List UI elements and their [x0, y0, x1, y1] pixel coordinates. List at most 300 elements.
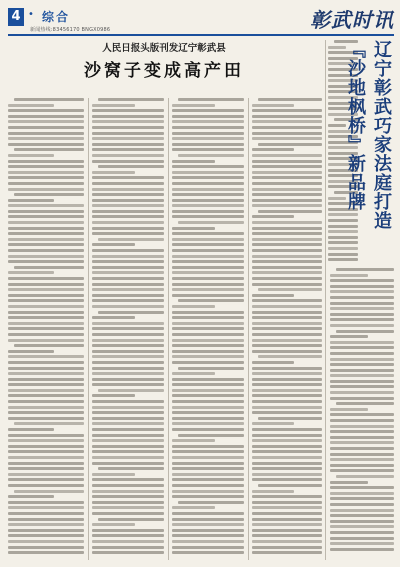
text-line: [252, 540, 322, 543]
text-line: [172, 199, 244, 202]
text-line: [252, 534, 322, 537]
text-line: [252, 232, 322, 235]
text-line: [98, 518, 164, 521]
text-line: [252, 115, 322, 118]
text-line: [172, 249, 244, 252]
text-line: [252, 238, 322, 241]
text-line: [172, 204, 244, 207]
text-line: [172, 400, 244, 403]
text-line: [330, 430, 394, 433]
text-line: [92, 193, 164, 196]
text-line: [172, 383, 244, 386]
text-line: [252, 199, 322, 202]
text-line: [328, 219, 358, 222]
text-line: [172, 428, 244, 431]
text-line: [92, 109, 164, 112]
text-line: [172, 120, 244, 123]
masthead: [8, 6, 394, 36]
text-line: [252, 501, 322, 504]
text-line: [172, 534, 244, 537]
text-line: [330, 425, 394, 428]
text-line: [172, 294, 244, 297]
text-line: [8, 428, 54, 431]
text-line: [8, 484, 84, 487]
text-line: [172, 132, 244, 135]
text-line: [252, 171, 322, 174]
text-line: [14, 422, 84, 425]
text-line: [172, 372, 215, 375]
text-line: [330, 492, 394, 495]
text-line: [92, 283, 164, 286]
text-line: [330, 318, 394, 321]
text-line: [92, 333, 164, 336]
text-line: [8, 171, 84, 174]
text-line: [178, 367, 244, 370]
text-line: [92, 120, 164, 123]
text-line: [330, 413, 394, 416]
text-line: [8, 322, 84, 325]
text-line: [92, 327, 164, 330]
text-line: [98, 98, 164, 101]
text-line: [330, 453, 394, 456]
text-line: [252, 406, 322, 409]
text-line: [252, 378, 322, 381]
text-line: [98, 467, 164, 470]
text-line: [172, 506, 215, 509]
text-line: [330, 397, 394, 400]
text-line: [92, 243, 135, 246]
text-line: [92, 406, 164, 409]
text-line: [172, 126, 244, 129]
page-dots: •: [28, 9, 34, 20]
text-line: [172, 288, 244, 291]
text-line: [8, 529, 84, 532]
text-line: [92, 462, 164, 465]
text-line: [252, 137, 322, 140]
text-line: [8, 378, 84, 381]
text-line: [330, 296, 394, 299]
text-line: [172, 450, 244, 453]
text-line: [92, 529, 164, 532]
text-line: [8, 221, 84, 224]
text-line: [8, 243, 84, 246]
text-line: [92, 316, 135, 319]
text-line: [8, 383, 84, 386]
text-line: [172, 540, 244, 543]
text-line: [172, 193, 244, 196]
text-line: [92, 266, 164, 269]
text-line: [172, 439, 215, 442]
text-line: [330, 341, 394, 344]
text-line: [252, 439, 322, 442]
text-line: [172, 160, 215, 163]
text-line: [328, 253, 358, 256]
text-line: [172, 484, 244, 487]
text-line: [8, 546, 84, 549]
text-line: [92, 355, 164, 358]
text-line: [8, 126, 84, 129]
text-line: [8, 154, 54, 157]
text-line: [8, 518, 84, 521]
text-line: [8, 534, 84, 537]
text-line: [328, 213, 358, 216]
text-line: [172, 339, 244, 342]
text-line: [8, 188, 84, 191]
text-line: [252, 104, 294, 107]
text-line: [92, 540, 164, 543]
text-line: [92, 473, 135, 476]
text-line: [252, 277, 322, 280]
text-line: [92, 344, 164, 347]
text-line: [8, 316, 84, 319]
text-line: [336, 268, 394, 271]
text-line: [252, 490, 294, 493]
text-line: [92, 171, 135, 174]
text-line: [252, 400, 322, 403]
text-line: [172, 305, 215, 308]
text-line: [328, 230, 358, 233]
text-line: [178, 221, 244, 224]
text-line: [252, 120, 322, 123]
text-line: [14, 266, 84, 269]
text-line: [330, 419, 394, 422]
text-line: [92, 512, 164, 515]
text-line: [252, 266, 322, 269]
text-line: [8, 137, 84, 140]
text-line: [252, 227, 322, 230]
text-line: [8, 406, 84, 409]
text-line: [8, 143, 84, 146]
text-line: [98, 311, 164, 314]
text-line: [172, 389, 244, 392]
text-line: [252, 339, 322, 342]
text-line: [92, 478, 164, 481]
text-line: [14, 490, 84, 493]
text-line: [8, 450, 84, 453]
masthead-meta: 新闻热线:83456170 BNGX0986: [30, 27, 111, 33]
text-line: [14, 193, 84, 196]
text-line: [172, 344, 244, 347]
text-line: [330, 458, 394, 461]
text-line: [8, 283, 84, 286]
text-line: [8, 411, 84, 414]
text-line: [172, 255, 244, 258]
text-line: [92, 210, 164, 213]
text-line: [252, 361, 294, 364]
text-line: [252, 215, 294, 218]
newspaper-brand: 彰武时讯: [310, 8, 394, 32]
text-line: [252, 243, 322, 246]
text-line: [330, 290, 394, 293]
right-article: [328, 40, 394, 262]
text-line: [172, 546, 244, 549]
text-line: [330, 481, 368, 484]
text-line: [92, 249, 164, 252]
page-number: 4: [8, 8, 24, 26]
text-line: [330, 447, 394, 450]
text-line: [92, 227, 164, 230]
text-line: [172, 322, 244, 325]
text-line: [92, 394, 135, 397]
text-line: [8, 350, 54, 353]
text-line: [258, 355, 322, 358]
text-line: [8, 249, 84, 252]
text-line: [252, 132, 322, 135]
text-line: [92, 422, 164, 425]
text-line: [252, 434, 322, 437]
text-line: [172, 104, 215, 107]
text-line: [92, 445, 164, 448]
text-line: [252, 193, 322, 196]
text-line: [172, 210, 244, 213]
text-line: [8, 311, 84, 314]
text-line: [252, 294, 294, 297]
text-line: [328, 247, 358, 250]
right-article-title: 辽宁彰武巧家法庭打造『沙地枫桥』新品牌: [345, 40, 392, 230]
text-line: [172, 215, 244, 218]
text-line: [252, 316, 322, 319]
text-line: [252, 188, 322, 191]
text-line: [8, 215, 84, 218]
text-line: [92, 232, 164, 235]
text-line: [172, 361, 244, 364]
text-line: [8, 115, 84, 118]
text-line: [172, 456, 244, 459]
text-line: [92, 439, 164, 442]
text-line: [92, 361, 164, 364]
text-line: [98, 238, 164, 241]
text-line: [330, 313, 394, 316]
text-line: [8, 389, 84, 392]
text-line: [330, 469, 394, 472]
text-line: [8, 501, 84, 504]
text-line: [172, 238, 244, 241]
text-line: [8, 165, 84, 168]
text-line: [252, 165, 322, 168]
text-line: [172, 518, 244, 521]
text-line: [8, 255, 84, 258]
text-line: [252, 383, 322, 386]
column-divider: [168, 98, 169, 560]
text-line: [172, 143, 244, 146]
text-line: [92, 350, 164, 353]
text-line: [330, 346, 394, 349]
text-line: [8, 456, 84, 459]
text-line: [330, 335, 368, 338]
text-line: [92, 417, 164, 420]
right-article-body: [330, 268, 394, 556]
text-line: [172, 311, 244, 314]
text-line: [92, 546, 164, 549]
text-line: [172, 165, 244, 168]
text-line: [252, 255, 322, 258]
text-line: [252, 204, 322, 207]
text-line: [172, 355, 244, 358]
text-line: [252, 176, 322, 179]
text-line: [172, 529, 244, 532]
text-line: [8, 294, 84, 297]
text-line: [330, 525, 394, 528]
text-line: [8, 288, 84, 291]
text-line: [92, 148, 164, 151]
text-line: [172, 495, 244, 498]
text-line: [92, 182, 164, 185]
text-line: [98, 165, 164, 168]
text-line: [252, 512, 322, 515]
article-column-3: [172, 98, 244, 556]
text-line: [92, 484, 164, 487]
text-line: [172, 182, 244, 185]
text-line: [8, 355, 84, 358]
text-line: [258, 288, 322, 291]
text-line: [92, 115, 164, 118]
text-line: [252, 428, 322, 431]
text-line: [252, 372, 322, 375]
text-line: [14, 344, 84, 347]
text-line: [92, 523, 135, 526]
text-line: [252, 148, 294, 151]
text-line: [252, 478, 322, 481]
text-line: [8, 400, 84, 403]
text-line: [172, 271, 244, 274]
text-line: [336, 475, 394, 478]
text-line: [8, 467, 84, 470]
text-line: [328, 236, 358, 239]
text-line: [178, 154, 244, 157]
text-line: [8, 132, 84, 135]
text-line: [8, 478, 84, 481]
text-line: [8, 394, 84, 397]
text-line: [98, 389, 164, 392]
text-line: [252, 518, 322, 521]
text-line: [252, 154, 322, 157]
text-line: [92, 204, 164, 207]
text-line: [92, 188, 164, 191]
section-name: 综合: [42, 10, 71, 24]
text-line: [8, 333, 84, 336]
text-line: [258, 143, 322, 146]
text-line: [252, 249, 322, 252]
article-column-2: [92, 98, 164, 556]
text-line: [330, 514, 394, 517]
text-line: [92, 495, 164, 498]
text-line: [252, 523, 322, 526]
article-column-1: [8, 98, 84, 556]
text-line: [172, 512, 244, 515]
text-line: [252, 283, 322, 286]
text-line: [252, 322, 322, 325]
text-line: [172, 490, 244, 493]
text-line: [330, 380, 394, 383]
text-line: [252, 344, 322, 347]
text-line: [92, 367, 164, 370]
text-line: [8, 277, 84, 280]
text-line: [330, 537, 394, 540]
text-line: [8, 361, 84, 364]
text-line: [92, 176, 164, 179]
text-line: [252, 305, 322, 308]
text-line: [258, 417, 322, 420]
text-line: [172, 333, 244, 336]
text-line: [92, 154, 164, 157]
text-line: [252, 350, 322, 353]
text-line: [330, 509, 394, 512]
text-line: [172, 176, 244, 179]
text-line: [330, 307, 394, 310]
text-line: [8, 339, 84, 342]
text-line: [8, 327, 84, 330]
text-line: [336, 402, 394, 405]
text-line: [252, 411, 322, 414]
text-line: [172, 462, 244, 465]
text-line: [252, 462, 322, 465]
text-line: [330, 548, 394, 551]
text-line: [8, 540, 84, 543]
text-line: [328, 241, 358, 244]
text-line: [172, 394, 244, 397]
article-column-4: [252, 98, 322, 556]
text-line: [330, 363, 394, 366]
text-line: [178, 299, 244, 302]
text-line: [330, 464, 394, 467]
text-line: [8, 104, 54, 107]
text-line: [92, 322, 164, 325]
text-line: [8, 238, 84, 241]
text-line: [330, 497, 394, 500]
text-line: [172, 417, 244, 420]
text-line: [172, 350, 244, 353]
text-line: [172, 109, 244, 112]
text-line: [92, 255, 164, 258]
text-line: [92, 160, 164, 163]
text-line: [252, 445, 322, 448]
text-line: [8, 176, 84, 179]
text-line: [8, 439, 84, 442]
text-line: [330, 486, 394, 489]
text-line: [172, 266, 244, 269]
text-line: [14, 98, 84, 101]
text-line: [172, 137, 244, 140]
text-line: [92, 277, 164, 280]
text-line: [252, 506, 322, 509]
text-line: [252, 182, 322, 185]
text-line: [8, 462, 84, 465]
text-line: [330, 520, 394, 523]
text-line: [252, 389, 322, 392]
text-line: [172, 283, 244, 286]
text-line: [252, 260, 322, 263]
text-line: [252, 551, 322, 554]
text-line: [92, 288, 164, 291]
text-line: [92, 400, 164, 403]
text-line: [92, 299, 164, 302]
text-line: [330, 441, 394, 444]
headline-title: 沙窝子变成高产田: [84, 61, 244, 81]
text-line: [172, 478, 244, 481]
text-line: [336, 330, 394, 333]
headline-kicker: 人民日报头版刊发辽宁彰武县: [102, 43, 226, 54]
text-line: [92, 450, 164, 453]
text-line: [252, 333, 322, 336]
text-line: [330, 274, 368, 277]
text-line: [8, 551, 84, 554]
text-line: [178, 501, 244, 504]
text-line: [172, 188, 244, 191]
text-line: [92, 534, 164, 537]
text-line: [92, 132, 164, 135]
text-line: [92, 501, 164, 504]
text-line: [8, 372, 84, 375]
